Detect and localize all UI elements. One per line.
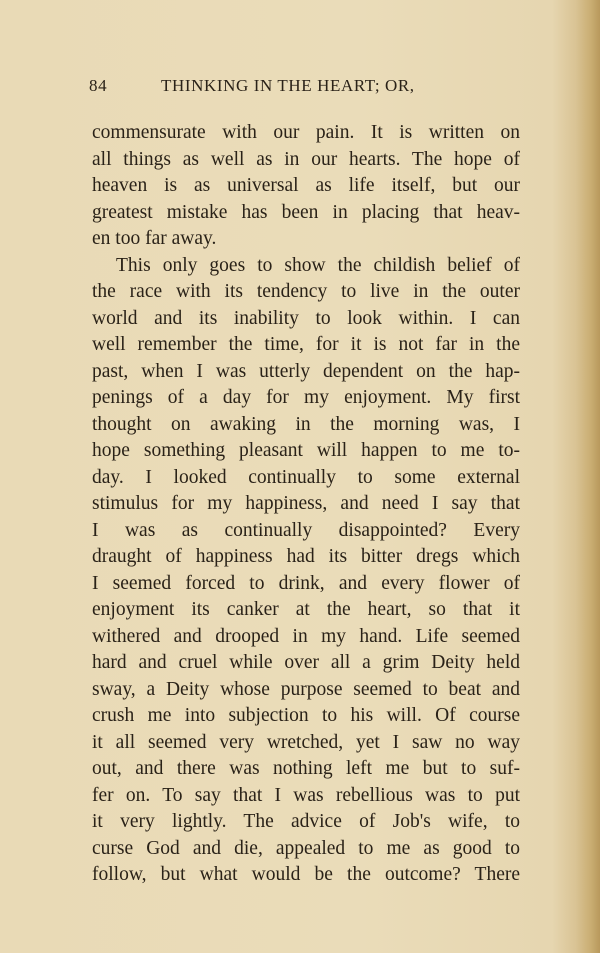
text-line: follow, but what would be the outcome? There: [92, 864, 520, 885]
text-line: past, when I was utterly dependent on the hap-: [92, 360, 520, 382]
text-line: out, and there was nothing left me but to suf-: [92, 758, 520, 779]
text-line: penings of a day for my enjoyment. My first: [92, 387, 520, 408]
text-line: it very lightly. The advice of Job's wife, to: [92, 811, 520, 832]
text-line: sway, a Deity whose purpose seemed to beat and: [92, 678, 520, 700]
text-line: thought on awaking in the morning was, I: [92, 413, 520, 435]
text-line: well remember the time, for it is not far in the: [92, 334, 520, 355]
text-line: greatest mistake has been in placing that heav-: [92, 201, 520, 223]
text-line: all things as well as in our hearts. The hope of: [92, 148, 520, 170]
page-number: 84: [89, 76, 108, 95]
text-line: hope something pleasant will happen to me to-: [92, 440, 520, 461]
text-line: stimulus for my happiness, and need I say that: [92, 493, 520, 514]
text-line: enjoyment its canker at the heart, so that it: [92, 599, 520, 620]
text-line: I seemed forced to drink, and every flower of: [92, 572, 520, 594]
page-body-text: [92, 120, 520, 889]
text-line: day. I looked continually to some external: [92, 466, 520, 488]
text-line: world and its inability to look within. I can: [92, 307, 520, 329]
text-line: it all seemed very wretched, yet I saw no way: [92, 731, 520, 753]
text-line: heaven is as universal as life itself, but our: [92, 175, 520, 196]
text-line: curse God and die, appealed to me as good to: [92, 837, 520, 859]
running-header: [89, 76, 529, 100]
text-line: This only goes to show the childish belief of: [116, 254, 520, 276]
text-line: the race with its tendency to live in the outer: [92, 281, 520, 302]
text-line: withered and drooped in my hand. Life seemed: [92, 625, 520, 647]
text-line: en too far away.: [92, 228, 217, 249]
text-line: I was as continually disappointed? Every: [92, 519, 520, 541]
text-line: commensurate with our pain. It is written on: [92, 122, 520, 143]
running-title: THINKING IN THE HEART; OR,: [161, 76, 415, 95]
text-line: fer on. To say that I was rebellious was to put: [92, 784, 520, 806]
text-line: draught of happiness had its bitter dregs which: [92, 546, 520, 567]
text-line: crush me into subjection to his will. Of course: [92, 705, 520, 726]
text-line: hard and cruel while over all a grim Deity held: [92, 652, 520, 673]
